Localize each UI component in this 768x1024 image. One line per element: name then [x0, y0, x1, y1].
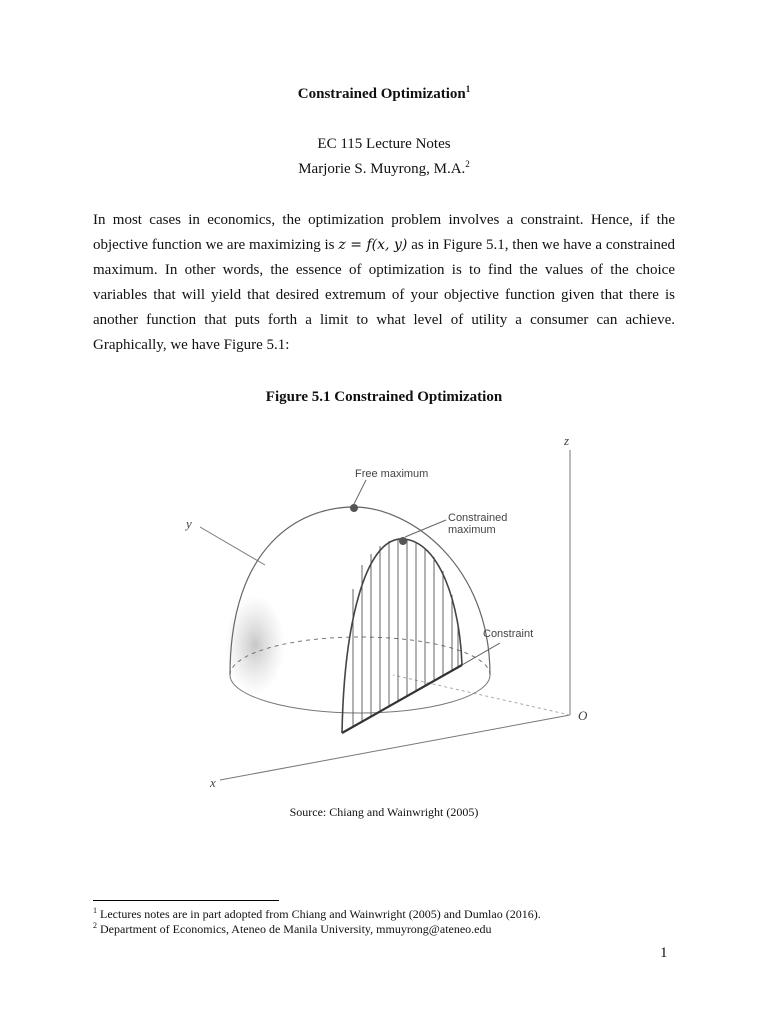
footnote-2-mark: 2 [93, 921, 97, 930]
y-axis-label: y [186, 516, 192, 531]
author-footnote-mark: 2 [465, 159, 470, 169]
paragraph-part1: In most cases in economics, the optimization problem involves a constraint. Hence, if the objective function we are maximizing is [93, 212, 675, 253]
origin-label: O [578, 708, 588, 723]
document-title [0, 86, 768, 103]
constrained-optimization-figure [150, 425, 610, 797]
footnote-1 [93, 907, 541, 922]
footnote-1-text: Lectures notes are in part adopted from Chiang and Wainwright (2005) and Dumlao (2016). [100, 907, 541, 921]
figure-source: Source: Chiang and Wainwright (2005) [289, 805, 479, 819]
author-line [0, 161, 768, 178]
free-maximum-label: Free maximum [355, 468, 429, 480]
footnote-2-text: Department of Economics, Ateneo de Manila University, mmuyrong@ateneo.edu [100, 922, 492, 936]
paragraph-part2: as in Figure 5.1, then we have a constrained maximum. In other words, the essence of optimization is to find the values of the choice variables that will yield that desired extremum of your objective function given that there is another function that puts forth a limit to what level of utility a consumer can achieve. Graphically, we have Figure 5.1: [93, 237, 675, 353]
x-axis-label: x [210, 775, 216, 790]
constrained-max-label-1: Constrained [448, 512, 508, 524]
figure-caption: Figure 5.1 Constrained Optimization [265, 389, 503, 405]
title-text: Constrained Optimization [297, 86, 466, 102]
objective-function-formula: z = f(x, y) [338, 237, 408, 253]
author-name: Marjorie S. Muyrong, M.A. [298, 161, 466, 177]
constraint-label: Constraint [483, 628, 534, 640]
constraint-line-bold [342, 665, 462, 733]
free-max-leader [354, 480, 366, 504]
page-number: 1 [660, 945, 668, 961]
constrained-max-label-2: maximum [448, 524, 496, 536]
z-axis-label: z [564, 433, 570, 448]
footnote-2 [93, 922, 492, 937]
y-axis [200, 527, 265, 565]
document-subtitle: EC 115 Lecture Notes [317, 136, 451, 152]
dome-shading [225, 595, 285, 695]
footnote-divider [93, 900, 279, 901]
intro-paragraph [93, 208, 675, 358]
free-maximum-point [350, 504, 358, 512]
constrained-maximum-point [399, 537, 407, 545]
footnote-1-mark: 1 [93, 906, 97, 915]
title-footnote-mark: 1 [465, 84, 471, 94]
x-axis [220, 715, 570, 780]
